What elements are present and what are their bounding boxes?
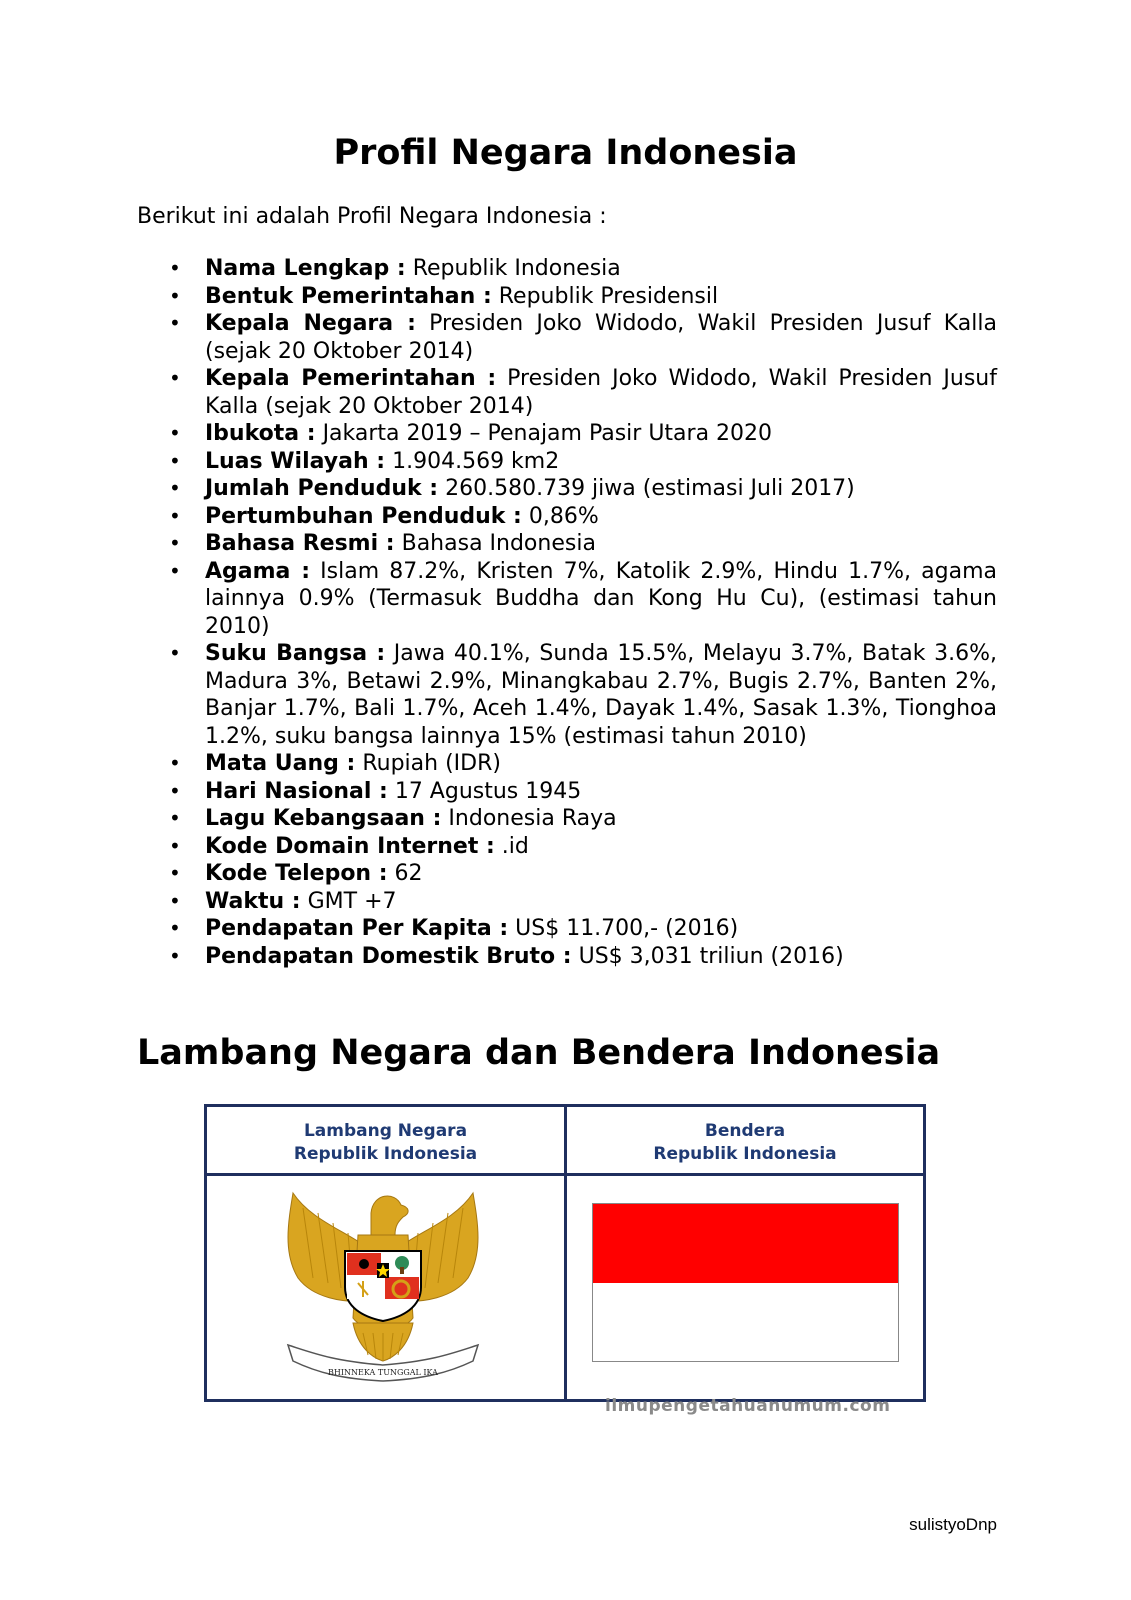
emblem-flag-figure bbox=[204, 1104, 926, 1402]
item-value: 260.580.739 jiwa (estimasi Juli 2017) bbox=[438, 476, 855, 501]
flag-white-stripe bbox=[593, 1283, 898, 1362]
item-value: GMT +7 bbox=[300, 888, 397, 914]
list-item bbox=[137, 915, 997, 943]
item-value: Bahasa Indonesia bbox=[394, 531, 596, 556]
item-label: Pertumbuhan Penduduk : bbox=[205, 503, 522, 529]
list-item bbox=[137, 255, 997, 283]
flag-header-line: Republik Indonesia bbox=[653, 1144, 837, 1164]
list-item bbox=[137, 283, 997, 311]
item-value: US$ 3,031 triliun (2016) bbox=[571, 943, 844, 969]
item-label: Luas Wilayah : bbox=[205, 448, 386, 474]
item-label: Mata Uang : bbox=[205, 751, 356, 776]
flag-red-stripe bbox=[593, 1204, 898, 1283]
item-label: Kepala Pemerintahan : bbox=[205, 366, 497, 391]
garuda-emblem-icon bbox=[273, 1183, 493, 1395]
item-label: Ibukota : bbox=[205, 421, 316, 446]
indonesian-flag bbox=[592, 1203, 899, 1362]
list-item bbox=[137, 475, 997, 503]
flag-header-line: Bendera bbox=[704, 1121, 786, 1141]
list-item bbox=[137, 860, 997, 888]
item-value: Republik Presidensil bbox=[491, 283, 719, 309]
emblem-header bbox=[207, 1115, 564, 1171]
item-label: Suku Bangsa : bbox=[205, 641, 386, 666]
item-value: Presiden Joko Widodo, Wakil Presiden Jusuf Kalla (sejak 20 Oktober 2014) bbox=[205, 366, 997, 419]
list-item bbox=[137, 310, 997, 365]
list-item bbox=[137, 888, 997, 916]
list-item bbox=[137, 805, 997, 833]
list-item bbox=[137, 640, 997, 750]
item-label: Kode Telepon : bbox=[205, 861, 388, 886]
item-value: Republik Indonesia bbox=[405, 256, 621, 281]
figure-divider bbox=[207, 1173, 923, 1176]
list-item bbox=[137, 530, 997, 558]
list-item bbox=[137, 365, 997, 420]
list-item bbox=[137, 750, 997, 778]
item-value: Jawa 40.1%, Sunda 15.5%, Melayu 3.7%, Batak 3.6%, Madura 3%, Betawi 2.9%, Minangkabau 2.7%, Bugis 2.7%, Banten 2%, Banjar 1.7%, Bali 1.7%, Aceh 1.4%, Dayak 1.4%, Sasak 1.3%, Tionghoa 1.2%, suku bangsa lainnya 15% (estimasi tahun 2010) bbox=[205, 641, 998, 749]
item-label: Agama : bbox=[205, 558, 311, 584]
item-value: Indonesia Raya bbox=[441, 806, 617, 831]
page-title: Profil Negara Indonesia bbox=[333, 133, 798, 173]
item-label: Bahasa Resmi : bbox=[205, 531, 395, 556]
profile-list bbox=[137, 255, 997, 970]
item-value: 1.904.569 km2 bbox=[385, 448, 560, 474]
item-value: Jakarta 2019 – Penajam Pasir Utara 2020 bbox=[315, 421, 773, 446]
item-label: Nama Lengkap : bbox=[205, 256, 406, 281]
flag-header bbox=[567, 1115, 923, 1171]
item-value: US$ 11.700,- (2016) bbox=[508, 916, 739, 941]
item-value: 17 Agustus 1945 bbox=[387, 778, 582, 804]
item-value: 62 bbox=[387, 861, 423, 886]
list-item bbox=[137, 558, 997, 641]
section-heading: Lambang Negara dan Bendera Indonesia bbox=[137, 1033, 941, 1073]
list-item bbox=[137, 778, 997, 806]
intro-text: Berikut ini adalah Profil Negara Indonesia : bbox=[137, 204, 607, 229]
author-signature: sulistyoDnp bbox=[909, 1515, 997, 1534]
item-value: 0,86% bbox=[521, 503, 599, 529]
item-label: Kode Domain Internet : bbox=[205, 833, 495, 859]
list-item bbox=[137, 420, 997, 448]
list-item bbox=[137, 943, 997, 971]
item-label: Jumlah Penduduk : bbox=[205, 476, 439, 501]
item-value: .id bbox=[494, 833, 529, 859]
emblem-motto: BHINNEKA TUNGGAL IKA bbox=[328, 1368, 438, 1377]
list-item bbox=[137, 503, 997, 531]
emblem-header-line: Republik Indonesia bbox=[293, 1144, 478, 1164]
item-label: Pendapatan Domestik Bruto : bbox=[205, 943, 572, 969]
watermark: ilmupengetahuanumum.com bbox=[605, 1396, 891, 1416]
emblem-header-line: Lambang Negara bbox=[303, 1121, 468, 1141]
item-value: Rupiah (IDR) bbox=[355, 751, 501, 776]
list-item bbox=[137, 448, 997, 476]
item-label: Pendapatan Per Kapita : bbox=[205, 916, 509, 941]
item-label: Hari Nasional : bbox=[205, 778, 388, 804]
item-value: Presiden Joko Widodo, Wakil Presiden Jusuf Kalla (sejak 20 Oktober 2014) bbox=[205, 311, 997, 364]
item-label: Lagu Kebangsaan : bbox=[205, 806, 442, 831]
item-label: Waktu : bbox=[205, 888, 301, 914]
item-label: Bentuk Pemerintahan : bbox=[205, 283, 492, 309]
item-value: Islam 87.2%, Kristen 7%, Katolik 2.9%, Hindu 1.7%, agama lainnya 0.9% (Termasuk Buddha dan Kong Hu Cu), (estimasi tahun 2010) bbox=[205, 558, 997, 639]
item-label: Kepala Negara : bbox=[205, 311, 416, 336]
list-item bbox=[137, 833, 997, 861]
